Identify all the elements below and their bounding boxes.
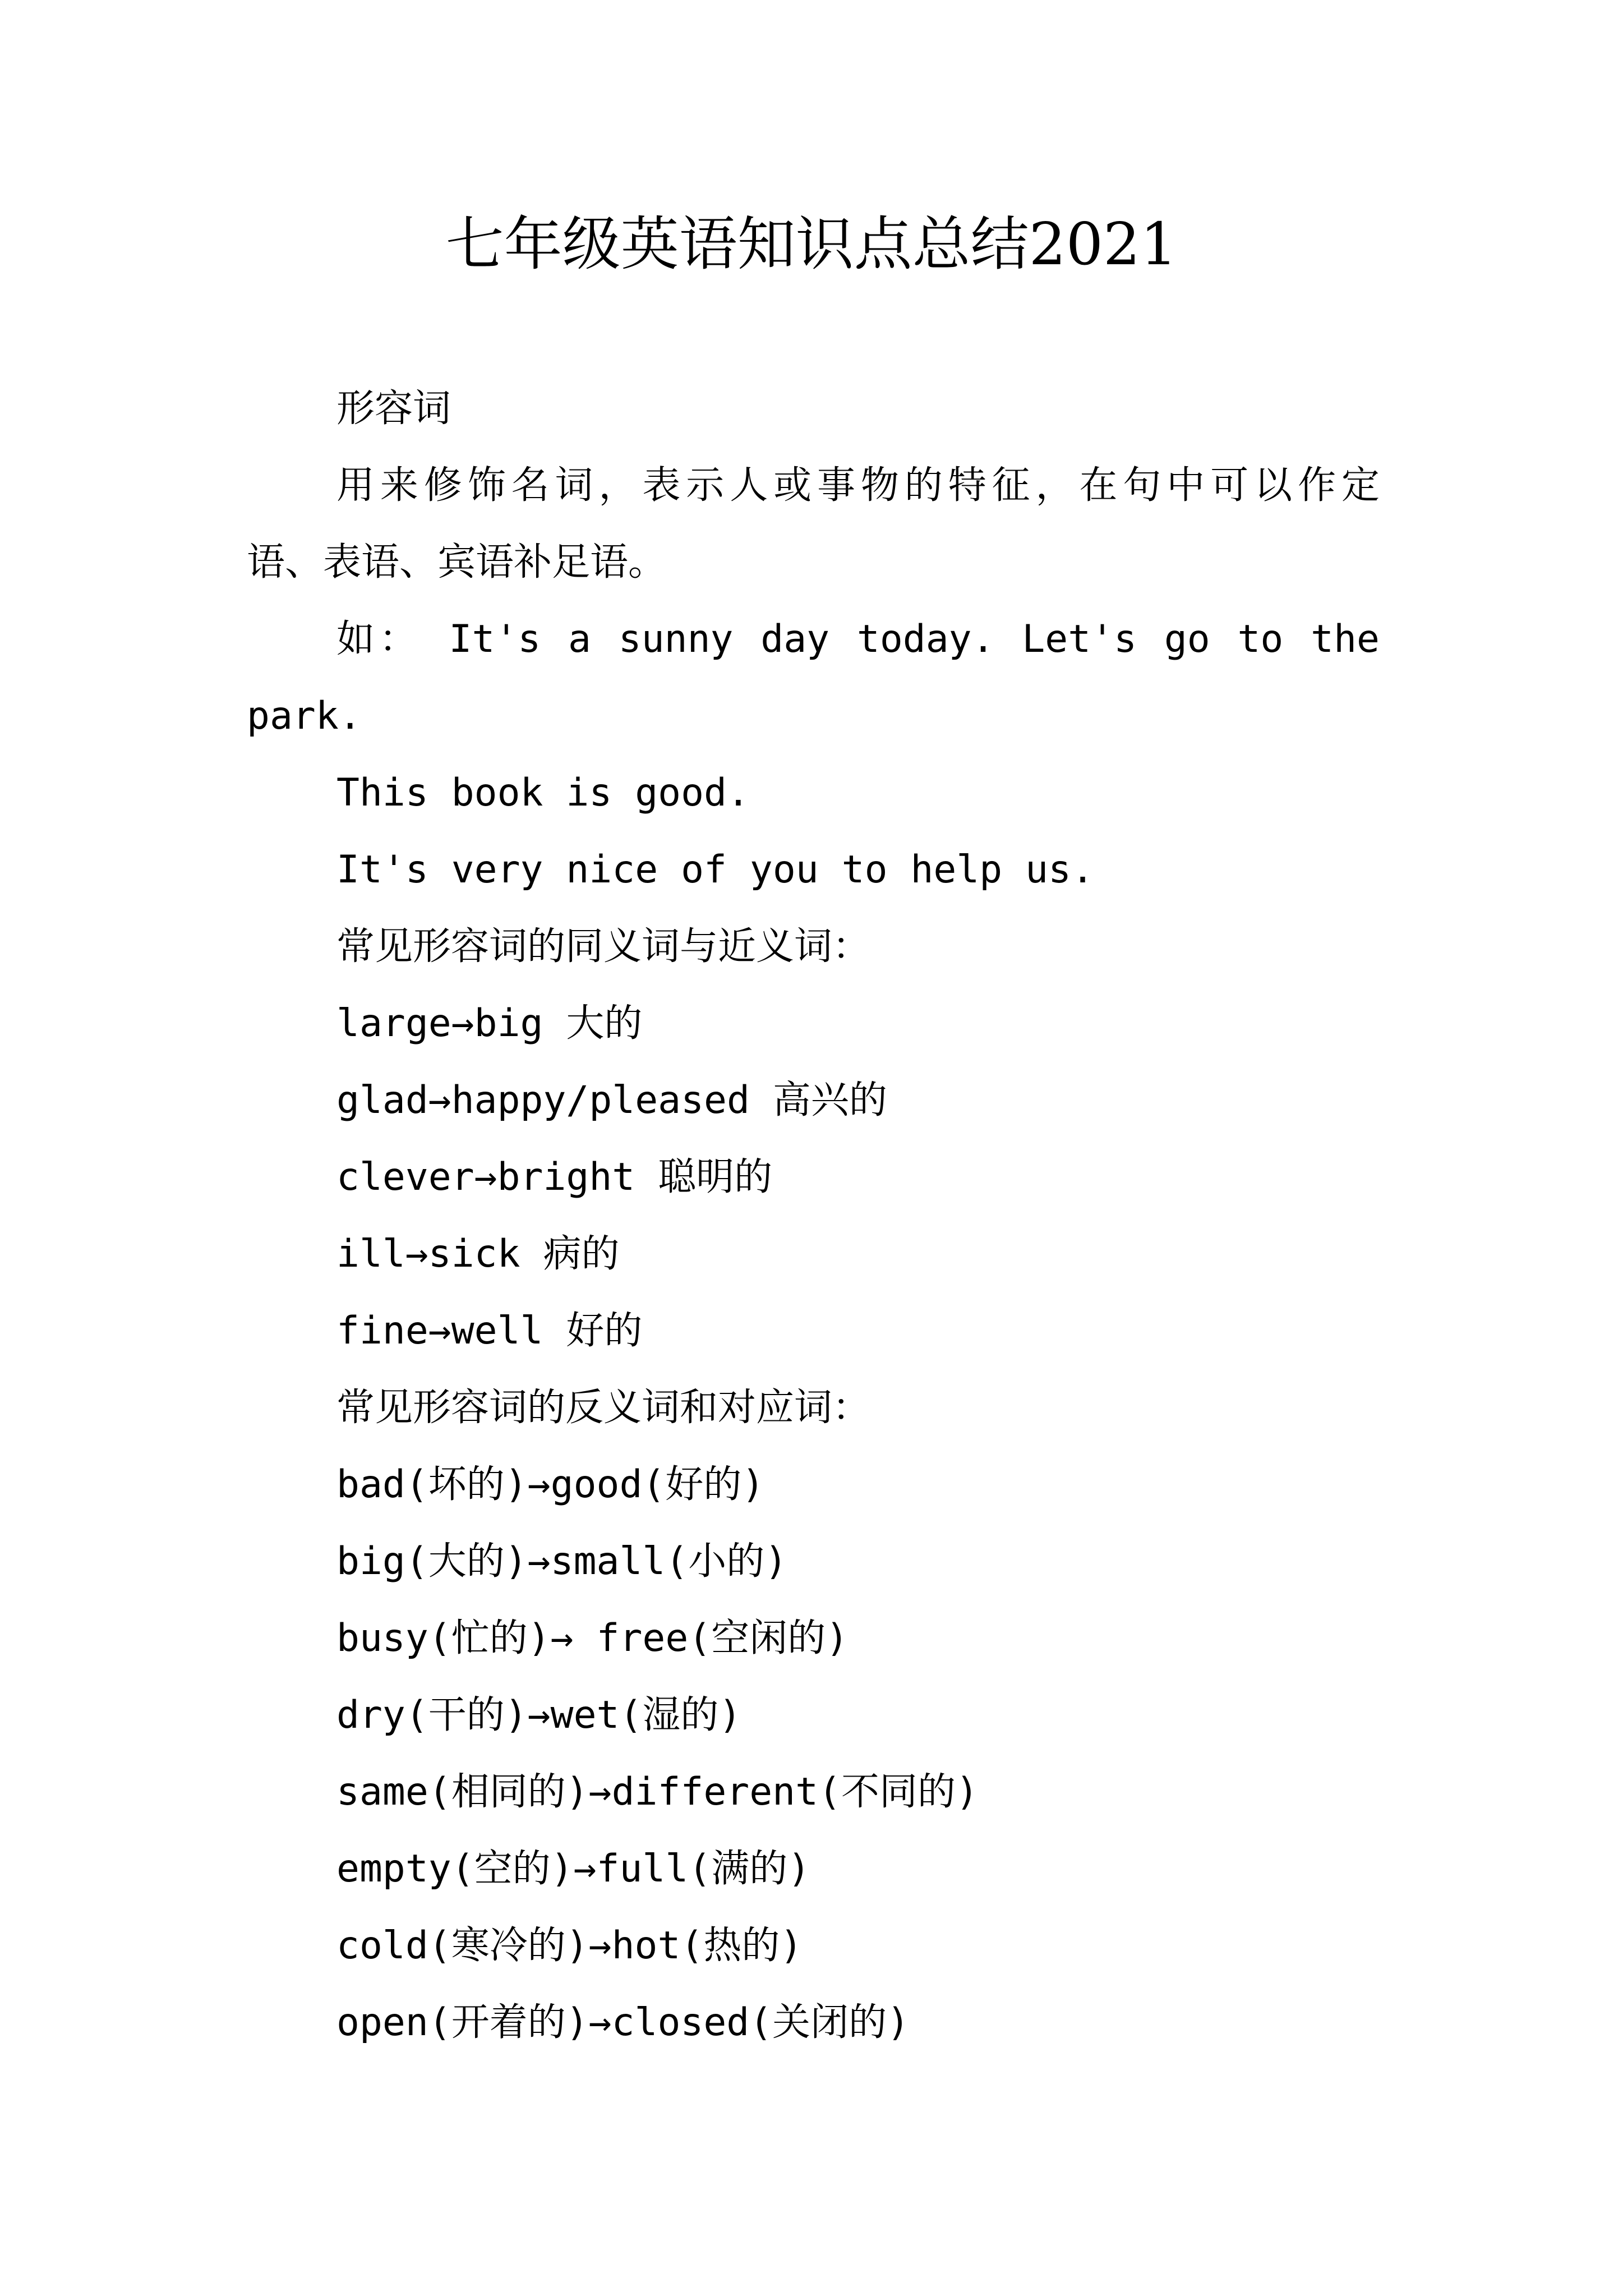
text-line: 常见形容词的反义词和对应词：: [336, 1386, 871, 1430]
text-line: ill→sick 病的: [336, 1232, 620, 1276]
text-line: same(相同的)→different(不同的): [336, 1770, 979, 1814]
text-line: cold(寒冷的)→hot(热的): [336, 1924, 803, 1968]
text-line: big(大的)→small(小的): [336, 1539, 788, 1584]
text-line: 用来修饰名词，表示人或事物的特征，在句中可以作定: [336, 463, 1380, 508]
text-line: 形容词: [336, 386, 451, 431]
text-line: empty(空的)→full(满的): [336, 1847, 811, 1891]
document-body: [247, 370, 1380, 2061]
text-line: glad→happy/pleased 高兴的: [336, 1078, 887, 1122]
text-line: dry(干的)→wet(湿的): [336, 1693, 742, 1737]
text-line: 常见形容词的同义词与近义词：: [336, 924, 871, 969]
document-title: 七年级英语知识点总结2021: [445, 210, 1178, 278]
text-line: fine→well 好的: [336, 1309, 643, 1353]
text-line: busy(忙的)→ free(空闲的): [336, 1616, 849, 1660]
text-line: open(开着的)→closed(关闭的): [336, 2000, 910, 2045]
text-line: park.: [247, 694, 362, 738]
text-line: This book is good.: [336, 771, 750, 815]
text-line: 语、表语、宾语补足语。: [247, 540, 667, 585]
text-line: 如： It's a sunny day today. Let's go to the: [336, 617, 1380, 661]
text-line: clever→bright 聪明的: [336, 1155, 773, 1199]
text-line: large→big 大的: [336, 1001, 643, 1046]
text-line: bad(坏的)→good(好的): [336, 1462, 765, 1507]
text-line: It's very nice of you to help us.: [336, 848, 1095, 892]
